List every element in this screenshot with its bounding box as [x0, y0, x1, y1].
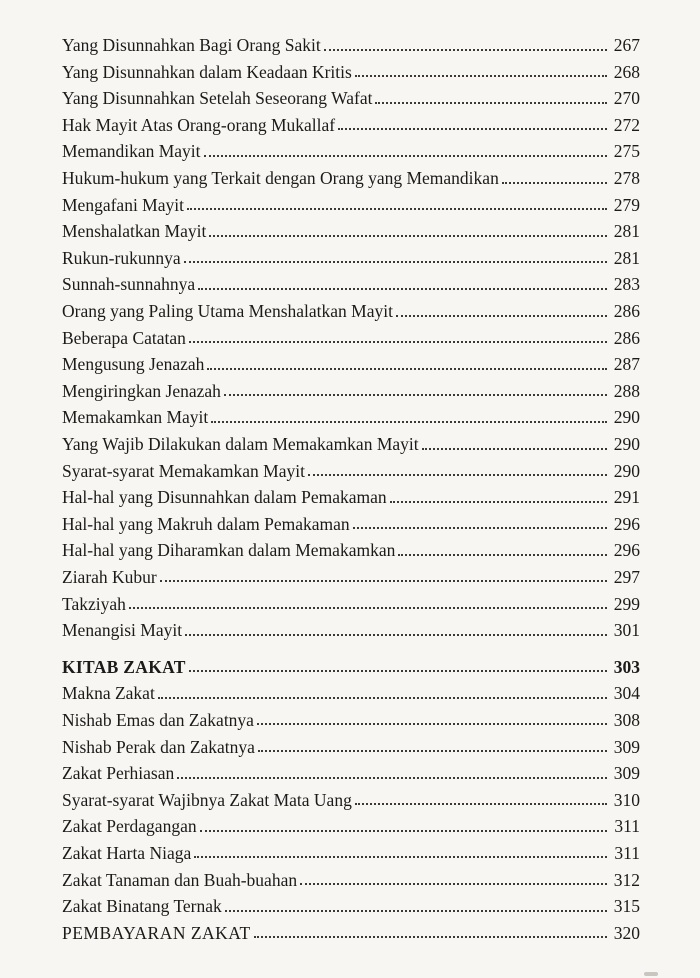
toc-entry-title: Hal-hal yang Disunnahkan dalam Pemakaman — [62, 487, 387, 508]
dot-leader — [194, 856, 607, 858]
toc-entry-page: 283 — [613, 274, 640, 295]
toc-entry-title: Orang yang Paling Utama Menshalatkan Mayit — [62, 301, 393, 322]
toc-entry-page: 320 — [613, 922, 640, 943]
toc-entry-title: Rukun-rukunnya — [62, 247, 181, 268]
dot-leader — [324, 49, 607, 51]
toc-entry-page: 286 — [613, 301, 640, 322]
dot-leader — [396, 315, 607, 317]
toc-entry-page: 281 — [613, 247, 640, 268]
toc-entry — [62, 454, 640, 481]
toc-entry — [62, 400, 640, 427]
toc-entry-title: Hal-hal yang Makruh dalam Pemakaman — [62, 513, 350, 534]
dot-leader — [209, 235, 607, 237]
toc-entry-title: Yang Disunnahkan dalam Keadaan Kritis — [62, 61, 352, 82]
toc-entry — [62, 188, 640, 215]
toc-entry — [62, 507, 640, 534]
dot-leader — [160, 580, 607, 582]
toc-entry — [62, 108, 640, 135]
toc-entry-title: Zakat Binatang Ternak — [62, 896, 222, 917]
toc-entry-page: 301 — [613, 620, 640, 641]
dot-leader — [189, 670, 607, 672]
toc-entry-title: Hukum-hukum yang Terkait dengan Orang yang Memandikan — [62, 168, 499, 189]
toc-entry — [62, 533, 640, 560]
toc-entry-page: 288 — [613, 380, 640, 401]
toc-entry — [62, 480, 640, 507]
dot-leader — [177, 777, 607, 779]
toc-entry — [62, 862, 640, 889]
toc-entry-page: 311 — [614, 816, 640, 837]
toc-entry — [62, 374, 640, 401]
toc-entry-page: 311 — [614, 842, 640, 863]
toc-entry — [62, 427, 640, 454]
toc-entry — [62, 241, 640, 268]
toc-entry — [62, 756, 640, 783]
dot-leader — [158, 697, 607, 699]
toc-entry-title: Syarat-syarat Wajibnya Zakat Mata Uang — [62, 789, 352, 810]
toc-section-title: KITAB ZAKAT — [62, 656, 186, 677]
toc-entry-title: PEMBAYARAN ZAKAT — [62, 922, 251, 943]
dot-leader — [189, 341, 607, 343]
toc-entry-title: Yang Wajib Dilakukan dalam Memakamkan Mayit — [62, 434, 419, 454]
toc-entry — [62, 809, 640, 836]
dot-leader — [355, 803, 607, 805]
toc-entry-title: Mengusung Jenazah — [62, 354, 205, 375]
toc-entry-title: Nishab Emas dan Zakatnya — [62, 709, 254, 730]
toc-entry-title: Sunnah-sunnahnya — [62, 274, 196, 295]
dot-leader — [355, 75, 607, 77]
toc-entry-page: 290 — [613, 407, 640, 428]
dot-leader — [211, 421, 607, 423]
toc-entry-title: Mengiringkan Jenazah — [62, 380, 221, 401]
toc-entry-title: Zakat Tanaman dan Buah-buahan — [62, 869, 298, 890]
toc-entry-page: 308 — [613, 709, 640, 730]
toc-entry — [62, 613, 640, 640]
toc-entry-title: Zakat Harta Niaga — [62, 842, 192, 863]
toc-entry — [62, 28, 640, 55]
dot-leader — [184, 261, 607, 263]
toc-entry — [62, 294, 640, 321]
toc-entry-title: Memakamkan Mayit — [62, 407, 209, 428]
dot-leader — [375, 102, 607, 104]
page-corner-mark — [644, 972, 658, 976]
toc-entry-page: 297 — [613, 566, 640, 587]
toc-entry-page: 312 — [613, 869, 640, 890]
dot-leader — [257, 723, 607, 725]
table-of-contents — [62, 28, 640, 942]
toc-entry — [62, 321, 640, 348]
dot-leader — [308, 474, 607, 476]
toc-entry-page: 315 — [613, 896, 640, 917]
dot-leader — [207, 368, 607, 370]
toc-entry-title: Menangisi Mayit — [62, 620, 183, 641]
toc-entry-title: Memandikan Mayit — [62, 141, 201, 162]
toc-entry — [62, 214, 640, 241]
toc-entry-page: 309 — [613, 736, 640, 757]
toc-entry-page: 296 — [613, 540, 640, 561]
toc-entry-title: Nishab Perak dan Zakatnya — [62, 736, 255, 757]
toc-entry — [62, 134, 640, 161]
toc-entry-page: 278 — [613, 168, 640, 189]
toc-entry-title: Beberapa Catatan — [62, 327, 186, 348]
dot-leader — [254, 936, 607, 938]
toc-entry-page: 287 — [613, 354, 640, 375]
toc-entry-page: 304 — [613, 683, 640, 704]
dot-leader — [200, 830, 607, 832]
dot-leader — [198, 288, 607, 290]
dot-leader — [300, 883, 607, 885]
toc-entry — [62, 889, 640, 916]
toc-entry-title: Makna Zakat — [62, 683, 155, 704]
dot-leader — [185, 634, 607, 636]
toc-entry-title: Zakat Perdagangan — [62, 816, 197, 837]
toc-entry-page: 299 — [613, 593, 640, 614]
toc-entry-title: Menshalatkan Mayit — [62, 221, 207, 242]
toc-entry-title: Hak Mayit Atas Orang-orang Mukallaf — [62, 114, 336, 135]
dot-leader — [258, 750, 607, 752]
toc-entry — [62, 161, 640, 188]
toc-entry-title: Zakat Perhiasan — [62, 763, 175, 784]
dot-leader — [129, 607, 607, 609]
toc-entry-title: Yang Disunnahkan Setelah Seseorang Wafat — [62, 88, 373, 109]
toc-entry — [62, 676, 640, 703]
toc-entry — [62, 703, 640, 730]
toc-entry-page: 286 — [613, 327, 640, 348]
dot-leader — [422, 448, 607, 450]
toc-entry-page: 270 — [613, 88, 640, 109]
dot-leader — [398, 554, 607, 556]
dot-leader — [502, 182, 607, 184]
toc-entry-page: 290 — [613, 434, 640, 454]
dot-leader — [353, 527, 607, 529]
dot-leader — [225, 910, 607, 912]
toc-entry-page: 272 — [613, 114, 640, 135]
toc-entry — [62, 81, 640, 108]
toc-entry-page: 281 — [613, 221, 640, 242]
toc-entry — [62, 783, 640, 810]
dot-leader — [204, 155, 607, 157]
toc-entry-page: 310 — [613, 789, 640, 810]
dot-leader — [338, 128, 607, 130]
toc-entry — [62, 729, 640, 756]
toc-entry — [62, 267, 640, 294]
toc-entry-title: Yang Disunnahkan Bagi Orang Sakit — [62, 35, 321, 56]
toc-entry-page: 290 — [613, 460, 640, 481]
toc-entry-page: 275 — [613, 141, 640, 162]
toc-entry-page: 279 — [613, 194, 640, 215]
dot-leader — [224, 394, 607, 396]
toc-entry — [62, 916, 640, 943]
dot-leader — [390, 501, 607, 503]
toc-entry-title: Hal-hal yang Diharamkan dalam Memakamkan — [62, 540, 396, 561]
toc-entry-title: Syarat-syarat Memakamkan Mayit — [62, 460, 305, 481]
toc-entry — [62, 55, 640, 82]
dot-leader — [187, 208, 607, 210]
toc-entry-title: Takziyah — [62, 593, 126, 614]
toc-entry-page: 268 — [613, 61, 640, 82]
toc-section-page: 303 — [613, 656, 640, 677]
toc-entry-page: 291 — [613, 487, 640, 508]
toc-entry — [62, 347, 640, 374]
toc-entry-title: Mengafani Mayit — [62, 194, 184, 215]
toc-entry — [62, 586, 640, 613]
toc-entry-page: 296 — [613, 513, 640, 534]
toc-entry-page: 309 — [613, 763, 640, 784]
toc-entry — [62, 836, 640, 863]
toc-entry-page: 267 — [613, 35, 640, 56]
toc-entry-title: Ziarah Kubur — [62, 566, 157, 587]
toc-entry — [62, 560, 640, 587]
toc-section-heading — [62, 650, 640, 677]
